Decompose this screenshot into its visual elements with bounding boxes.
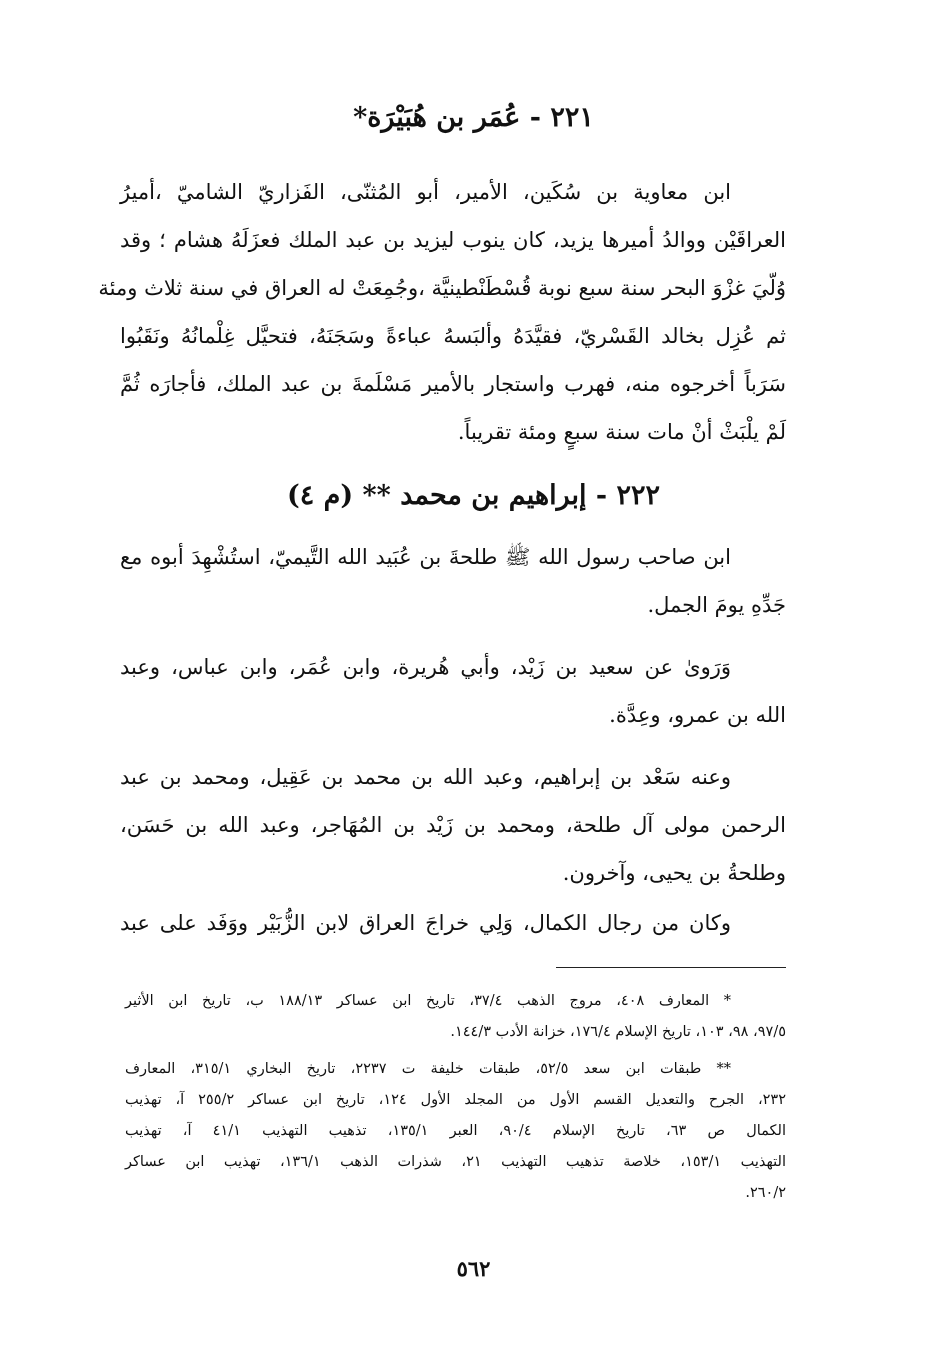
entry-222-para-3 [120,753,786,897]
entry-222-para-4 [120,899,786,947]
footnote-line: ٩٧/٥، ٩٨، ١٠٣، تاريخ الإسلام ١٧٦/٤، خزانة الأدب ١٤٤/٣. [450,1024,786,1040]
footnote-line: التهذيب ١٥٣/١، خلاصة تذهيب التهذيب ٢١، شذرات الذهب ١٣٦/١، تهذيب ابن عساكر [125,1154,786,1170]
body-line: وَرَوىٰ عن سعيد بن زَيْد، وأبي هُريرة، وابن عُمَر، وابن عباس، وعبد [120,655,731,679]
footnote-line: الكمال ص ٦٣، تاريخ الإسلام ٩٠/٤، العبر ١٣٥/١، تذهيب التهذيب ٤١/١ آ، تهذيب [125,1123,787,1139]
body-line: العراقَيْن ووالدُ أميرها يزيد، كان ينوب ليزيد بن عبد الملك فعزَلَهُ هشام ؛ وقد [120,228,786,252]
footnote-1 [125,986,786,1048]
page-number: ٥٦٢ [456,1256,491,1281]
footnote-line: ** طبقات ابن سعد ٥٢/٥، طبقات خليفة ت ٢٢٣٧، تاريخ البخاري ٣١٥/١، المعارف [125,1061,731,1077]
entry-221-heading: ٢٢١ - عُمَر بن هُبَيْرَة* [353,102,594,133]
entry-221-body [98,168,786,456]
footnote-separator [556,967,786,968]
entry-222-para-2 [120,643,786,739]
entry-222-heading: ٢٢٢ - إبراهيم بن محمد ** (م ٤) [286,480,661,511]
body-line: ثم عُزِل بخالد القَسْريّ، فقيَّدَهُ وألبَسهُ عباءةً وسَجَنَهُ، فتحيَّل غِلْمانُهُ ونَقَبُوا [120,324,786,348]
body-line: وطلحةُ بن يحيى، وآخرون. [562,861,786,885]
body-line: سَرَباً أخرجوه منه، فهرب واستجار بالأمير مَسْلَمةَ بن عبد الملك، فأجارَه ثُمَّ [120,372,786,396]
footnote-line: ٢٣٢، الجرح والتعديل القسم الأول من المجلد الأول ١٢٤، تاريخ ابن عساكر ٢٥٥/٢ آ، تهذيب [125,1092,786,1108]
body-line: لَمْ يلْبَثْ أنْ مات سنة سبعٍ ومئة تقريباً. [457,420,786,444]
body-line: الرحمن مولى آل طلحة، ومحمد بن زَيْد بن المُهَاجر، وعبد الله بن حَسَن، [120,813,786,837]
body-line: ابن صاحب رسول الله ﷺ طلحةَ بن عُبَيد الله التَّيميّ، استُشْهِدَ أبوه مع [120,545,731,569]
footnote-line: * المعارف ٤٠٨، مروج الذهب ٣٧/٤، تاريخ ابن عساكر ١٨٨/١٣ ب، تاريخ ابن الأثير [125,993,731,1009]
body-line: وعنه سَعْد بن إبراهيم، وعبد الله بن محمد بن عَقِيل، ومحمد بن عبد [120,765,731,789]
body-line: وكان من رجال الكمال، وَلِي خراجَ العراق لابن الزُّبَيْر ووَفَد على عبد [120,911,731,935]
body-line: ابن معاوية بن سُكَين، الأمير، أبو المُثنّى، الفَزاريّ الشاميّ ،أميرُ [120,180,731,204]
entry-222-para-1 [120,533,786,629]
body-line: جَدِّهِ يومَ الجمل. [647,593,786,617]
footnote-line: ٢٦٠/٢. [745,1185,786,1201]
footnote-2 [125,1054,786,1209]
body-line: وُلّيَ غزْوَ البحر سنة سبع نوبة قُسْطَنْطينيَّة ،وجُمِعَتْ له العراق في سنة ثلاث ومئة [98,276,786,300]
body-line: الله بن عمرو، وعِدَّة. [609,703,786,727]
